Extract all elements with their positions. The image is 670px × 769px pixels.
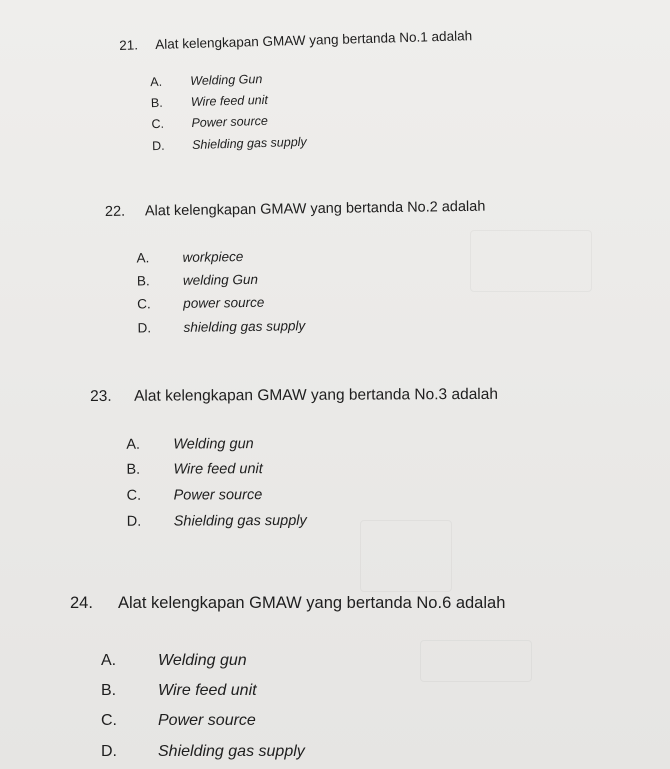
option-letter: C. (126, 487, 142, 504)
question-number: 24. (70, 594, 93, 612)
option-letter: C. (151, 116, 165, 132)
paper-show-through (470, 230, 592, 292)
paper-show-through (360, 520, 452, 592)
option-letter: A. (150, 74, 163, 90)
question-number: 21. (119, 37, 139, 53)
option-letter: A. (136, 250, 150, 266)
option-text: workpiece (182, 249, 244, 265)
option-letter: D. (126, 513, 142, 530)
option-letter: D. (137, 320, 152, 336)
option-text: Shielding gas supply (173, 512, 307, 530)
question-text: Alat kelengkapan GMAW yang bertanda No.6 adalah (118, 594, 506, 612)
option-text: Wire feed unit (158, 682, 257, 699)
question-number: 22. (104, 203, 126, 220)
option-letter: D. (101, 743, 117, 760)
option-text: Shielding gas supply (191, 134, 307, 152)
option-text: Welding gun (158, 652, 247, 669)
option-text: Welding Gun (190, 72, 263, 89)
paper-show-through (420, 640, 532, 682)
question-number: 23. (90, 387, 112, 405)
option-letter: B. (126, 461, 141, 478)
option-letter: A. (126, 436, 141, 453)
question-text: Alat kelengkapan GMAW yang bertanda No.3 adalah (134, 385, 499, 405)
option-text: power source (183, 294, 265, 311)
option-letter: D. (151, 138, 165, 154)
option-letter: B. (101, 682, 117, 699)
option-letter: B. (136, 273, 150, 289)
option-letter: B. (150, 95, 163, 111)
option-text: Wire feed unit (173, 461, 263, 478)
option-text: Welding gun (173, 436, 254, 453)
option-text: Shielding gas supply (158, 743, 305, 760)
option-text: Power source (158, 712, 256, 729)
option-letter: C. (101, 712, 117, 729)
option-text: Power source (173, 487, 263, 504)
option-text: welding Gun (182, 271, 259, 288)
question-text: Alat kelengkapan GMAW yang bertanda No.1 adalah (155, 28, 473, 52)
option-letter: C. (137, 296, 151, 312)
option-text: Wire feed unit (190, 92, 269, 110)
option-text: shielding gas supply (183, 318, 306, 335)
option-text: Power source (191, 113, 269, 130)
question-text: Alat kelengkapan GMAW yang bertanda No.2 adalah (144, 198, 486, 220)
option-letter: A. (101, 652, 117, 669)
